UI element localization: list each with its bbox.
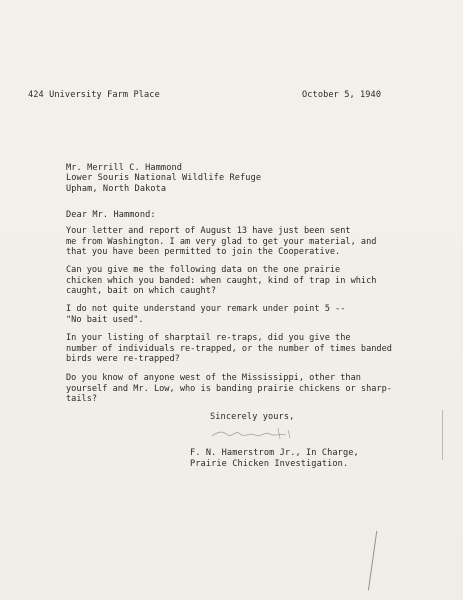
recipient-location: Upham, North Dakota [66, 184, 167, 194]
body-paragraph-3: I do not quite understand your remark under point 5 -- "No bait used". [66, 304, 346, 325]
body-paragraph-2: Can you give me the following data on the one prairie chicken which you banded: when caught, kind of trap in which caught, bait on which caught? [66, 265, 377, 297]
body-paragraph-1: Your letter and report of August 13 have just been sent me from Washington. I am very glad to get your material, and that you have been permitted to join the Cooperative. [66, 226, 377, 258]
recipient-org: Lower Souris National Wildlife Refuge [66, 173, 262, 183]
margin-mark [442, 410, 451, 460]
letter-date: October 5, 1940 [302, 90, 382, 100]
salutation: Dear Mr. Hammond: [66, 210, 156, 220]
signer-name: F. N. Hamerstrom Jr., In Charge, [190, 448, 359, 458]
handwritten-signature [210, 420, 295, 442]
sender-address: 424 University Farm Place [28, 90, 160, 100]
body-paragraph-4: In your listing of sharptail re-traps, did you give the number of individuals re-trapped, or the number of times banded birds were re-trapped? [66, 333, 392, 365]
body-paragraph-5: Do you know of anyone west of the Mississippi, other than yourself and Mr. Low, who is banding prairie chickens or sharp- tails? [66, 373, 392, 405]
complimentary-close: Sincerely yours, [210, 412, 295, 422]
signer-title: Prairie Chicken Investigation. [190, 459, 349, 469]
recipient-name: Mr. Merrill C. Hammond [66, 163, 183, 173]
pencil-mark [368, 531, 397, 593]
